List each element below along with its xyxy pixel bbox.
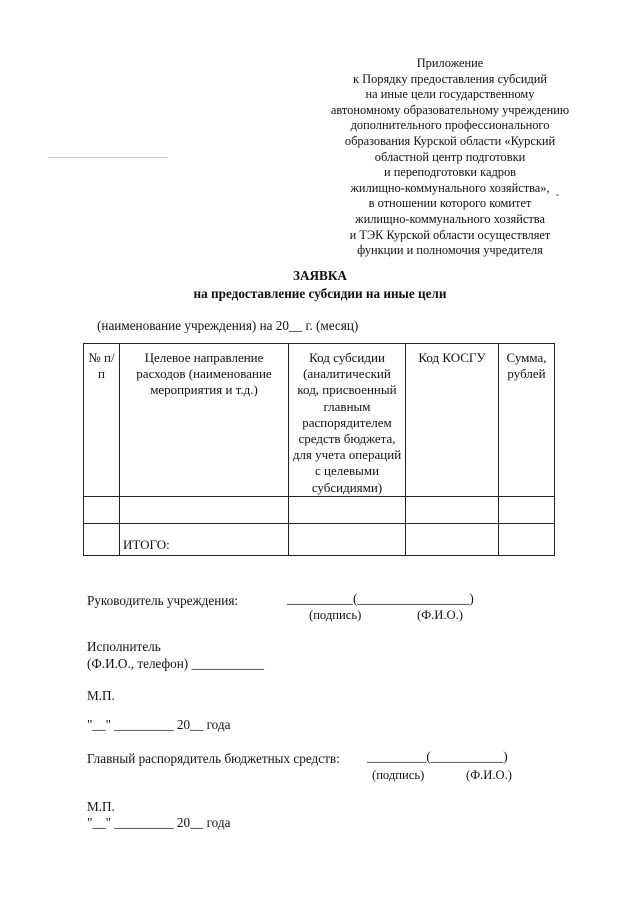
cell-amount <box>499 496 555 523</box>
chief-caption-name: (Ф.И.О.) <box>466 768 512 782</box>
chief-signature-line: _________(___________) <box>367 749 508 764</box>
table-header-row <box>84 344 555 497</box>
table-row <box>84 496 555 523</box>
header-kosgu-code: Код КОСГУ <box>406 344 499 497</box>
cell-number <box>84 496 120 523</box>
total-cell-amount <box>499 523 555 555</box>
total-label: ИТОГО: <box>120 523 289 555</box>
date-line-2: "__" _________ 20__ года <box>87 815 231 830</box>
request-line: (наименование учреждения) на 20__ г. (месяц) <box>97 318 359 333</box>
head-signature-line: __________(_________________) <box>287 591 474 606</box>
total-cell-kosgu-code <box>406 523 499 555</box>
cell-purpose <box>120 496 289 523</box>
stamp-mark-1: М.П. <box>87 688 115 703</box>
total-cell-subsidy-code <box>289 523 406 555</box>
header-subsidy-code: Код субсидии (аналитический код, присвоенный главным распорядителем средств бюджета, для учета операций с целевыми субсидиями) <box>289 344 406 497</box>
appendix-line: функции и полномочия учредителя <box>357 243 543 258</box>
document-title: ЗАЯВКА <box>293 268 347 283</box>
chief-caption-signature: (подпись) <box>372 768 425 782</box>
header-amount: Сумма, рублей <box>499 344 555 497</box>
appendix-line: в отношении которого комитет <box>368 196 532 211</box>
appendix-line: автономному образовательному учреждению <box>330 102 570 117</box>
subsidy-table <box>83 343 555 556</box>
stamp-mark-2: М.П. <box>87 799 115 814</box>
appendix-line: на иные цели государственному <box>365 87 535 102</box>
cell-subsidy-code <box>289 496 406 523</box>
appendix-line: дополнительного профессионального <box>350 118 550 133</box>
table-total-row <box>84 523 555 555</box>
header-number: № п/п <box>84 344 120 497</box>
document-subtitle: на предоставление субсидии на иные цели <box>193 286 447 301</box>
appendix-line: и переподготовки кадров <box>383 165 517 180</box>
appendix-line: жилищно-коммунального хозяйства <box>355 211 545 226</box>
cell-kosgu-code <box>406 496 499 523</box>
scan-artifact-dot <box>556 194 559 196</box>
appendix-line: к Порядку предоставления субсидий <box>353 71 547 86</box>
head-caption-signature: (подпись) <box>309 608 362 622</box>
appendix-line: и ТЭК Курской области осуществляет <box>349 227 551 242</box>
appendix-line: Приложение <box>416 56 484 70</box>
date-line-1: "__" _________ 20__ года <box>87 717 231 732</box>
appendix-line: областной центр подготовки <box>374 149 526 164</box>
head-caption-name: (Ф.И.О.) <box>417 608 463 622</box>
scan-artifact-line <box>48 157 168 158</box>
appendix-header <box>300 56 600 259</box>
total-cell-number <box>84 523 120 555</box>
executor-contact: (Ф.И.О., телефон) ___________ <box>87 656 264 671</box>
appendix-line: жилищно-коммунального хозяйства», <box>350 180 550 195</box>
header-purpose: Целевое направление расходов (наименование мероприятия и т.д.) <box>120 344 289 497</box>
chief-label: Главный распорядитель бюджетных средств: <box>87 751 340 766</box>
appendix-line: образования Курской области «Курский <box>344 133 556 148</box>
head-label: Руководитель учреждения: <box>87 593 239 608</box>
executor-label: Исполнитель <box>87 639 161 654</box>
